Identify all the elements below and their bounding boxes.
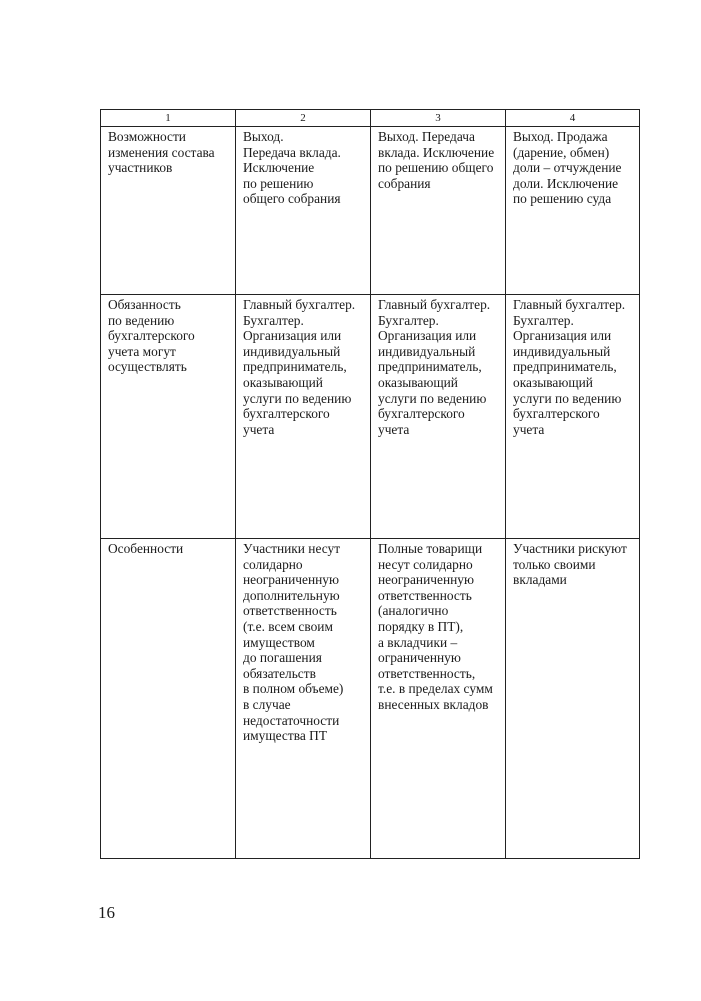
table-cell: Главный бухгалтер. Бухгалтер. Организация или индивидуальный предприниматель, оказывающий услуги по ведению бухгалтерского учета xyxy=(371,295,506,539)
table-cell: Участники несут солидарно неограниченную дополнительную ответственность (т.е. всем своим имуществом до погашения обязательств в полном объеме) в случае недостаточности имущества ПТ xyxy=(236,539,371,859)
column-number-2: 2 xyxy=(236,110,371,127)
column-number-4: 4 xyxy=(506,110,640,127)
table-cell: Выход. Передача вклада. Исключение по решению общего собрания xyxy=(236,127,371,295)
row-label: Возможности изменения состава участников xyxy=(101,127,236,295)
column-number-1: 1 xyxy=(101,110,236,127)
page-number: 16 xyxy=(98,903,115,922)
table-cell: Главный бухгалтер. Бухгалтер. Организация или индивидуальный предприниматель, оказывающий услуги по ведению бухгалтерского учета xyxy=(236,295,371,539)
table-cell: Участники рискуют только своими вкладами xyxy=(506,539,640,859)
table-row-features xyxy=(101,539,640,859)
comparison-table xyxy=(100,109,640,859)
row-label: Обязанность по ведению бухгалтерского учета могут осуществлять xyxy=(101,295,236,539)
table-row-accounting-duty xyxy=(101,295,640,539)
table-cell: Главный бухгалтер. Бухгалтер. Организация или индивидуальный предприниматель, оказывающий услуги по ведению бухгалтерского учета xyxy=(506,295,640,539)
table-row-membership-changes xyxy=(101,127,640,295)
table-cell: Выход. Передача вклада. Исключение по решению общего собрания xyxy=(371,127,506,295)
row-label: Особенности xyxy=(101,539,236,859)
table-cell: Выход. Продажа (дарение, обмен) доли – отчуждение доли. Исключение по решению суда xyxy=(506,127,640,295)
table-cell: Полные товарищи несут солидарно неограниченную ответственность (аналогично порядку в ПТ), а вкладчики – ограниченную ответственность, т.е. в пределах сумм внесенных вкладов xyxy=(371,539,506,859)
column-number-row xyxy=(101,110,640,127)
column-number-3: 3 xyxy=(371,110,506,127)
